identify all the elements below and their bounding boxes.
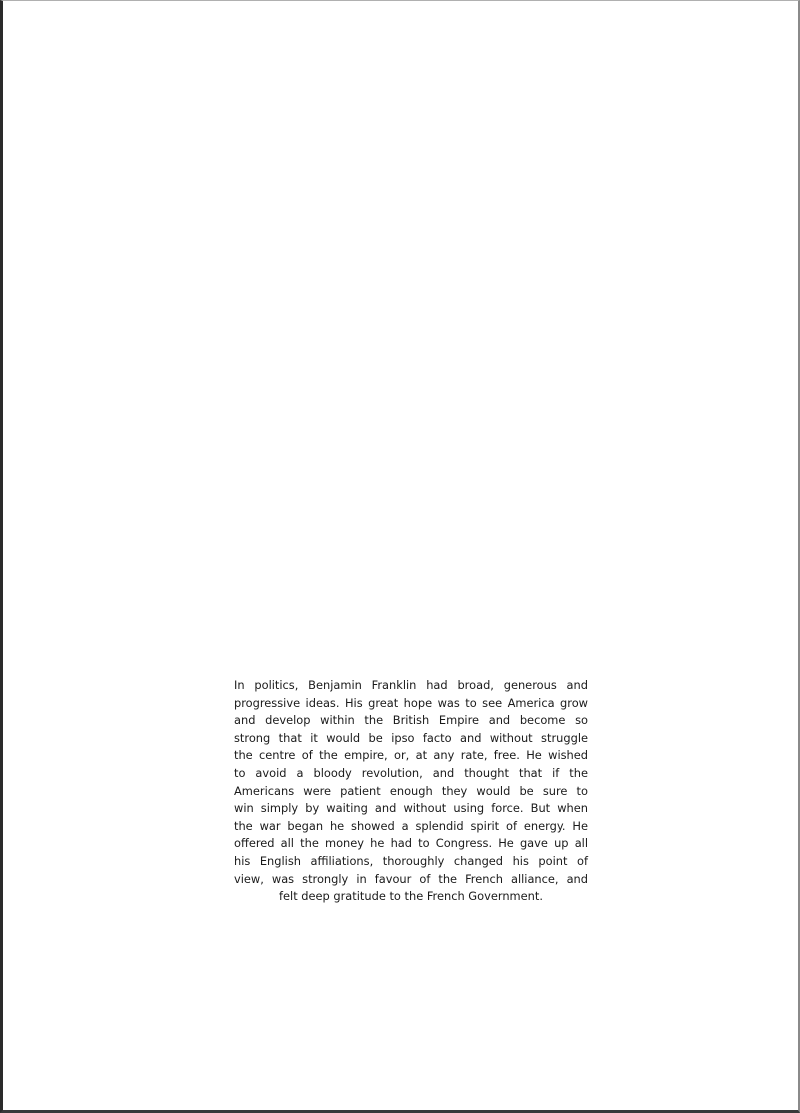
paragraph-line: to avoid a bloody revolution, and thought that if the (234, 765, 588, 780)
paragraph-line: the war began he showed a splendid spirit of energy. He (234, 818, 588, 833)
paragraph-line: the centre of the empire, or, at any rate, free. He wished (234, 748, 588, 763)
body-paragraph (234, 677, 588, 906)
paragraph-line-last: felt deep gratitude to the French Government. (279, 889, 543, 904)
paragraph-line: progressive ideas. His great hope was to see America grow (234, 695, 588, 710)
paragraph-line: win simply by waiting and without using force. But when (234, 801, 588, 816)
paragraph-line: strong that it would be ipso facto and without struggle (234, 730, 588, 745)
paragraph-line: view, was strongly in favour of the French alliance, and (234, 871, 588, 886)
paragraph-line: his English affiliations, thoroughly changed his point of (234, 853, 588, 868)
paragraph-line: In politics, Benjamin Franklin had broad, generous and (234, 678, 588, 692)
paragraph-line: Americans were patient enough they would be sure to (234, 783, 588, 798)
paragraph-line: offered all the money he had to Congress. He gave up all (234, 836, 588, 851)
paragraph-line: and develop within the British Empire and become so (234, 713, 588, 728)
